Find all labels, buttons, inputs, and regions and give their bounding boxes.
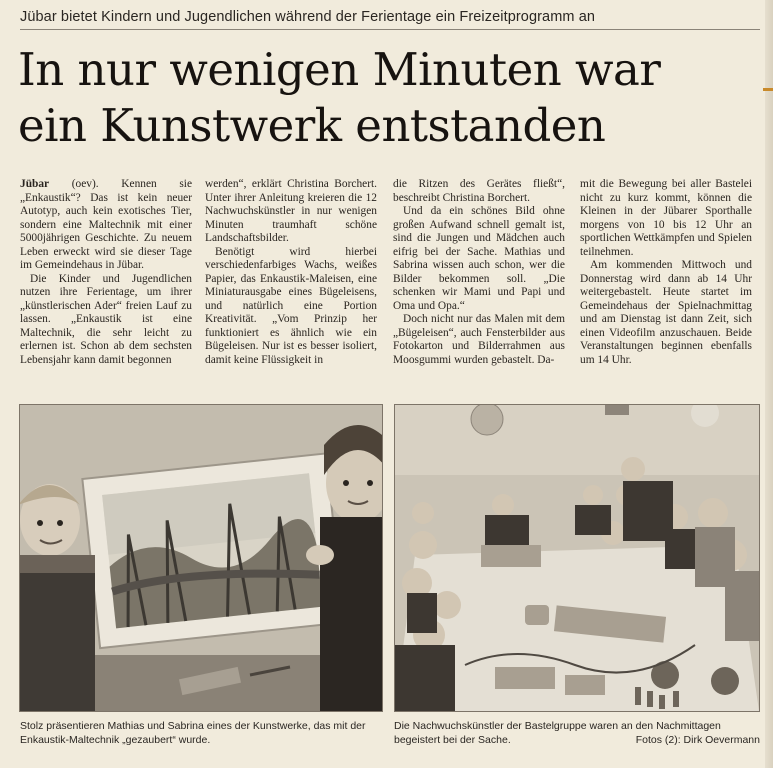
article-column-1 [20,178,192,400]
paragraph: mit die Bewegung bei aller Bastelei nicht zu kurz kommt, können die Kleinen in der Jübarer Sporthalle morgens von 10 bis 12 Uhr an sportlichen Wettkämpfen und Spielen teilnehmen. [580,178,752,258]
paragraph: die Ritzen des Gerätes fließt“, beschreibt Christina Borchert. [393,178,565,204]
article-column-3 [393,178,565,400]
margin-mark [763,88,773,91]
headline-line-1: In nur wenigen Minuten war [18,43,661,96]
photo-children-with-painting [19,404,383,712]
photo-1-caption: Stolz präsentieren Mathias und Sabrina eines der Kunstwerke, das mit der Enkaustik-Maltechnik „gezaubert“ wurde. [20,720,366,746]
photo-2-illustration [395,405,759,711]
article-body [20,178,760,400]
dateline: Jübar [20,178,50,190]
paragraph: Benötigt wird hierbei verschiedenfarbiges Wachs, weißes Papier, das Enkaustik-Maleisen, eine Miniaturausgabe eines Bügeleisens, und natürlich eine Portion Kreativität. „Vom Prinzip her funktioniert es ähnlich wie ein Bügeleisen. Nur ist es besser isoliert, damit keine Flüssigkeit in [205,245,377,366]
paragraph: werden“, erklärt Christina Borchert. Unter ihrer Anleitung kreieren die 12 Nachwuchskünstler in nur wenigen Minuten traumhaft schöne Landschaftsbilder. [205,178,377,244]
article-column-4 [580,178,752,400]
photo-1-illustration [20,405,382,711]
paragraph: Und da ein schönes Bild ohne großen Aufwand schnell gemalt ist, sind die Jungen und Mädchen auch eifrig bei der Sache. Mathias und Sabrina wissen auch schon, wer die Bilder bekommen soll. „Die schenken wir Mami und Papi und Oma und Opa.“ [393,205,565,312]
article-headline [18,42,763,154]
photo-craft-group [394,404,760,712]
paragraph: Doch nicht nur das Malen mit dem „Bügeleisen“, auch Fensterbilder aus Fotokarton und Bilderrahmen aus Moosgummi wurden gebastelt. Da- [393,313,565,366]
photo-2-caption [394,720,760,747]
paragraph: Die Kinder und Jugendlichen nutzen ihre Ferientage, um ihrer „künstlerischen Ader“ freien Lauf zu lassen. „Enkaustik ist eine Maltechnik, die sehr leicht zu erlernen ist. Schon ab dem sechsten Lebensjahr kann damit begonnen [20,272,192,366]
headline-line-2: ein Kunstwerk entstanden [18,99,606,152]
photo-2-caption-text: Die Nachwuchskünstler der Bastelgruppe waren an den Nachmittagen begeistert bei der Sache. [394,720,721,746]
paragraph: Am kommenden Mittwoch und Donnerstag wird dann ab 14 Uhr weitergebastelt. Heute startet im Gemeindehaus der Spielnachmittag und am Dienstag ist dann Zeit, sich einen Videofilm anzuschauen. Beide Veranstaltungen beginnen ebenfalls um 14 Uhr. [580,259,752,366]
article-kicker: Jübar bietet Kindern und Jugendlichen während der Ferientage ein Freizeitprogramm an [20,9,760,30]
photo-credit: Fotos (2): Dirk Oevermann [635,733,760,746]
paragraph: Jübar (oev). Kennen sie „Enkaustik“? Das ist kein neuer Autotyp, auch kein exotisches Tier, sondern eine Maltechnik mit einer 5000jährigen Geschichte. Zu neuem Leben erweckt wird sie dieser Tage im Gemeindehaus in Jübar. [20,178,192,271]
article-column-2 [205,178,377,400]
page-edge [765,0,773,768]
